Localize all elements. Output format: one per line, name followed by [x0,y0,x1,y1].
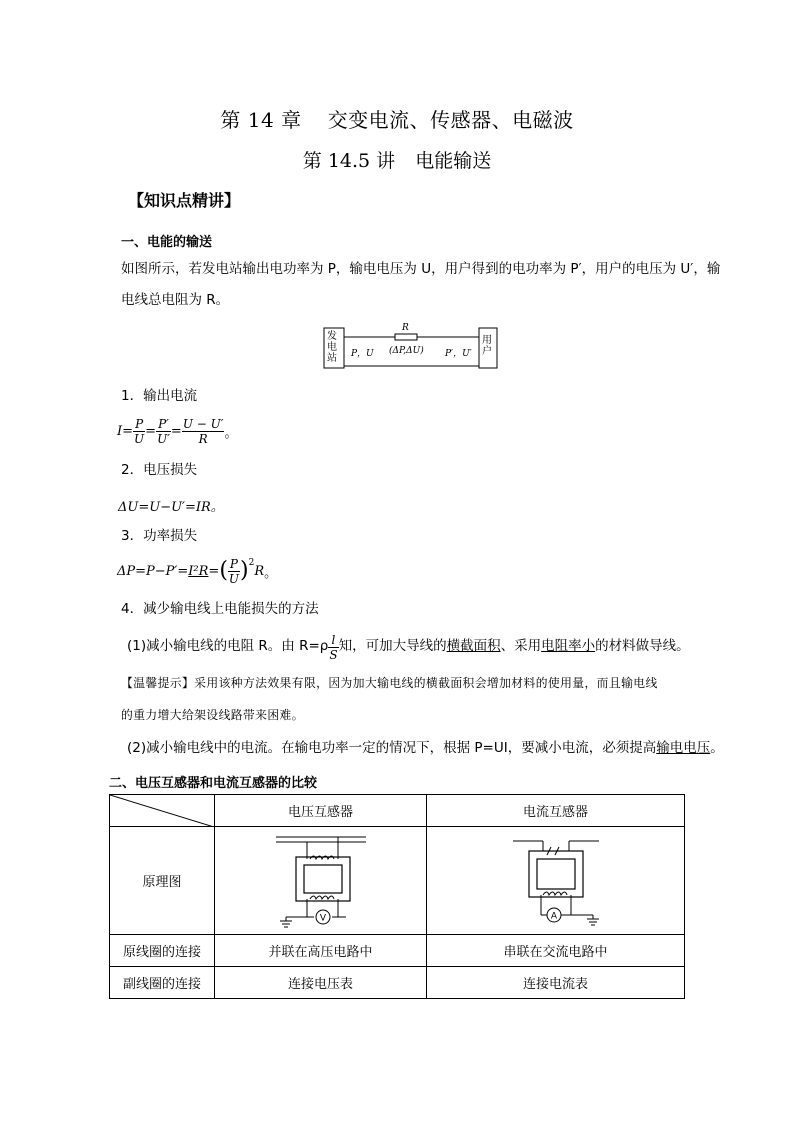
current-transformer-diagram-cell [427,827,685,935]
current-transformer-diagram [501,829,611,929]
voltmeter-label: V [319,913,326,923]
resistor-label: R [402,323,409,333]
row-label-primary: 原线圈的连接 [110,935,215,967]
left-label: P，U [351,349,374,359]
comparison-table [109,794,685,999]
method1-pre: (1)减小输电线的电阻 R。由 R=ρ [127,638,329,655]
corner-cell [110,795,215,827]
user-label: 用户 [482,335,492,357]
knowledge-header: 【知识点精讲】 [128,191,241,210]
chapter-name: 交变电流、传感器、电磁波 [327,108,574,132]
item2-heading: 2．电压损失 [121,462,198,478]
method1-frac-n: l [331,632,336,647]
table-row [110,967,685,999]
method1-post1: 知，可加大导线的 [338,638,447,655]
voltage-loss-formula: ΔU=U−U′=IR。 [118,500,224,515]
lesson-name: 电能输送 [415,150,492,172]
header-voltage-transformer: 电压互感器 [215,795,427,827]
method2-pre: (2)减小输电线中的电流。在输电功率一定的情况下，根据 P=UI，要减小电流，必须提高 [127,740,657,756]
method1-post2: 、采用 [500,638,542,655]
table-header-row [110,795,685,827]
row-label-secondary: 副线圈的连接 [110,967,215,999]
resistor [395,334,417,340]
diagonal-line [110,795,214,827]
chapter-title [0,104,794,133]
row-label-principle: 原理图 [110,827,215,935]
intro-line-2: 电线总电阻为 R。 [121,292,230,308]
item4-heading: 4．减少输电线上电能损失的方法 [121,601,319,617]
chapter-number: 第 14 章 [220,108,302,132]
station-label: 发电站 [327,331,337,364]
item1-heading: 1．输出电流 [121,388,198,404]
current-formula: I = $\frac{P}{U}$ = $\frac{P'}{U'}$ = $\frac{U - U'}{R}$ 。 [117,416,238,446]
method1-line [127,632,690,662]
ammeter-label: A [550,911,557,921]
voltage-transformer-diagram [266,829,376,929]
method1-underline-2: 电阻率小 [541,638,596,655]
method2-post: 。 [710,740,724,756]
power-loss-formula: ΔP=P−P′= I²R = ( $\frac{P}{U}$ ) 2 R 。 [117,556,278,586]
secondary-current-cell: 连接电流表 [427,967,685,999]
lesson-title [0,146,794,173]
method1-underline-1: 横截面积 [446,638,501,655]
primary-voltage-cell: 并联在高压电路中 [215,935,427,967]
right-label: P′，U′ [445,349,472,359]
transmission-diagram [323,322,498,370]
primary-current-cell: 串联在交流电路中 [427,935,685,967]
header-current-transformer: 电流互感器 [427,795,685,827]
table-row [110,935,685,967]
tip-line-1: 【温馨提示】采用该种方法效果有限，因为加大输电线的横截面积会增加材料的使用量，而且输电线 [121,676,658,690]
tip-line-2: 的重力增大给架设线路带来困难。 [121,708,304,722]
method1-post3: 的材料做导线。 [595,638,690,655]
lesson-number: 第 14.5 讲 [302,150,396,172]
section2-heading: 二、电压互感器和电流互感器的比较 [109,776,318,791]
method2-underline: 输电电压 [656,740,711,756]
method2-line [127,742,724,756]
intro-line-1: 如图所示，若发电站输出电功率为 P，输电电压为 U，用户得到的电功率为 P′，用户的电压为 U′，输 [121,261,721,277]
table-row [110,827,685,935]
voltage-transformer-diagram-cell [215,827,427,935]
section1-heading: 一、电能的输送 [121,235,213,250]
item3-heading: 3．功率损失 [121,528,198,544]
method1-frac-d: S [329,647,338,662]
mid-label: (ΔP,ΔU) [389,346,424,356]
secondary-voltage-cell: 连接电压表 [215,967,427,999]
